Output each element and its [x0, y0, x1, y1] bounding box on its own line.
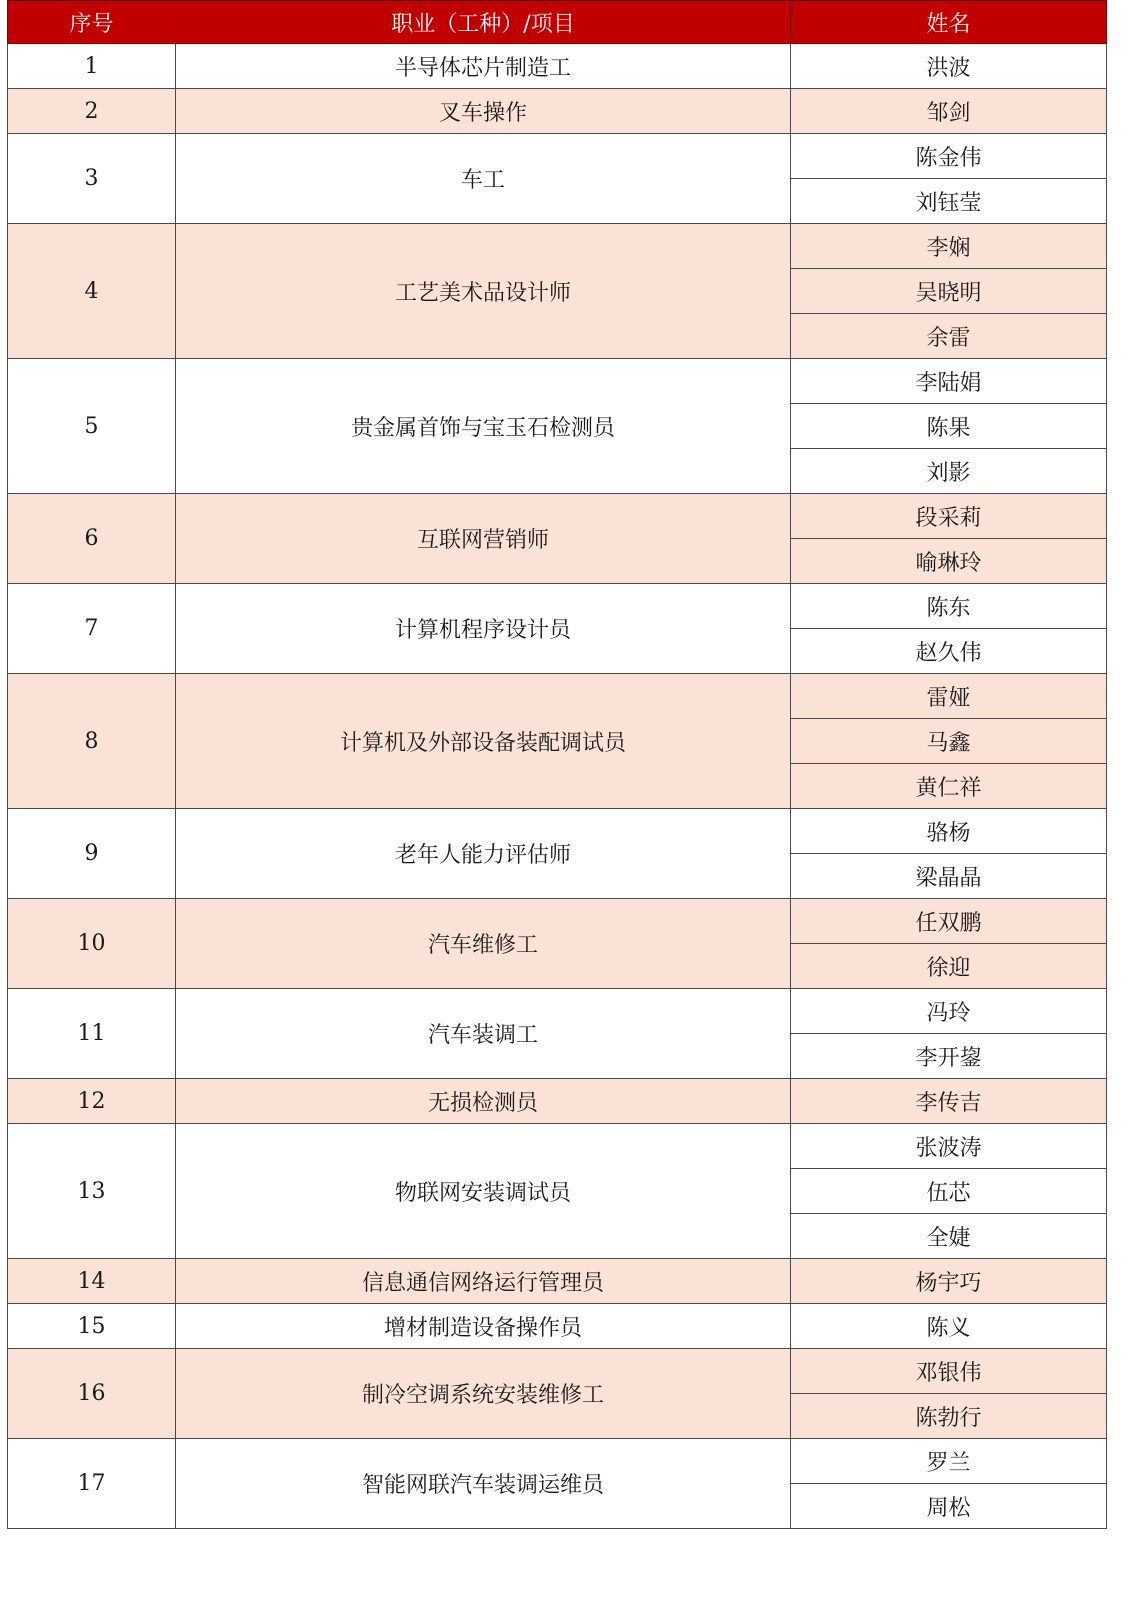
- cell-person-name: 陈金伟: [791, 134, 1107, 179]
- cell-person-name: 李陆娟: [791, 359, 1107, 404]
- cell-person-name: 周松: [791, 1484, 1107, 1529]
- cell-occupation: 汽车维修工: [176, 899, 791, 989]
- cell-serial-number: 9: [8, 809, 176, 899]
- cell-occupation: 计算机程序设计员: [176, 584, 791, 674]
- cell-serial-number: 16: [8, 1349, 176, 1439]
- table-row: [8, 1259, 1107, 1304]
- cell-occupation: 叉车操作: [176, 89, 791, 134]
- table-row: [8, 1124, 1107, 1169]
- cell-person-name: 骆杨: [791, 809, 1107, 854]
- cell-person-name: 全婕: [791, 1214, 1107, 1259]
- cell-occupation: 贵金属首饰与宝玉石检测员: [176, 359, 791, 494]
- cell-person-name: 李传吉: [791, 1079, 1107, 1124]
- cell-person-name: 陈勃行: [791, 1394, 1107, 1439]
- table-row: [8, 224, 1107, 269]
- cell-occupation: 工艺美术品设计师: [176, 224, 791, 359]
- cell-person-name: 任双鹏: [791, 899, 1107, 944]
- cell-serial-number: 5: [8, 359, 176, 494]
- cell-person-name: 黄仁祥: [791, 764, 1107, 809]
- table-row: [8, 1349, 1107, 1394]
- cell-occupation: 互联网营销师: [176, 494, 791, 584]
- table-row: [8, 359, 1107, 404]
- table-row: [8, 134, 1107, 179]
- cell-serial-number: 11: [8, 989, 176, 1079]
- cell-person-name: 刘钰莹: [791, 179, 1107, 224]
- table-body: [8, 44, 1107, 1529]
- cell-serial-number: 17: [8, 1439, 176, 1529]
- table-row: [8, 809, 1107, 854]
- cell-person-name: 余雷: [791, 314, 1107, 359]
- cell-occupation: 制冷空调系统安装维修工: [176, 1349, 791, 1439]
- cell-occupation: 车工: [176, 134, 791, 224]
- cell-occupation: 老年人能力评估师: [176, 809, 791, 899]
- cell-serial-number: 8: [8, 674, 176, 809]
- table-row: [8, 1439, 1107, 1484]
- cell-person-name: 邓银伟: [791, 1349, 1107, 1394]
- header-serial-number: 序号: [8, 1, 176, 44]
- table-row: [8, 1079, 1107, 1124]
- table-row: [8, 1304, 1107, 1349]
- cell-person-name: 陈东: [791, 584, 1107, 629]
- cell-person-name: 杨宇巧: [791, 1259, 1107, 1304]
- cell-occupation: 汽车装调工: [176, 989, 791, 1079]
- cell-person-name: 吴晓明: [791, 269, 1107, 314]
- cell-serial-number: 3: [8, 134, 176, 224]
- table-row: [8, 674, 1107, 719]
- header-occupation: 职业（工种）/项目: [176, 1, 791, 44]
- cell-person-name: 李开鋆: [791, 1034, 1107, 1079]
- cell-person-name: 段采莉: [791, 494, 1107, 539]
- cell-person-name: 梁晶晶: [791, 854, 1107, 899]
- cell-serial-number: 10: [8, 899, 176, 989]
- cell-occupation: 计算机及外部设备装配调试员: [176, 674, 791, 809]
- cell-occupation: 无损检测员: [176, 1079, 791, 1124]
- cell-person-name: 张波涛: [791, 1124, 1107, 1169]
- cell-person-name: 伍芯: [791, 1169, 1107, 1214]
- cell-person-name: 李娴: [791, 224, 1107, 269]
- table-row: [8, 494, 1107, 539]
- table-row: [8, 584, 1107, 629]
- cell-serial-number: 7: [8, 584, 176, 674]
- cell-person-name: 刘影: [791, 449, 1107, 494]
- header-name: 姓名: [791, 1, 1107, 44]
- cell-serial-number: 4: [8, 224, 176, 359]
- cell-occupation: 智能网联汽车装调运维员: [176, 1439, 791, 1529]
- cell-person-name: 雷娅: [791, 674, 1107, 719]
- cell-person-name: 冯玲: [791, 989, 1107, 1034]
- cell-person-name: 邹剑: [791, 89, 1107, 134]
- table-row: [8, 89, 1107, 134]
- cell-person-name: 马鑫: [791, 719, 1107, 764]
- cell-serial-number: 13: [8, 1124, 176, 1259]
- cell-serial-number: 14: [8, 1259, 176, 1304]
- cell-person-name: 陈义: [791, 1304, 1107, 1349]
- cell-person-name: 陈果: [791, 404, 1107, 449]
- cell-serial-number: 1: [8, 44, 176, 89]
- cell-person-name: 赵久伟: [791, 629, 1107, 674]
- cell-occupation: 信息通信网络运行管理员: [176, 1259, 791, 1304]
- cell-occupation: 物联网安装调试员: [176, 1124, 791, 1259]
- cell-serial-number: 6: [8, 494, 176, 584]
- cell-serial-number: 15: [8, 1304, 176, 1349]
- award-roster-table-wrapper: [7, 0, 1106, 1529]
- award-roster-table: [7, 0, 1107, 1529]
- cell-person-name: 洪波: [791, 44, 1107, 89]
- table-header-row: [8, 1, 1107, 44]
- cell-person-name: 徐迎: [791, 944, 1107, 989]
- cell-occupation: 半导体芯片制造工: [176, 44, 791, 89]
- cell-person-name: 喻琳玲: [791, 539, 1107, 584]
- table-row: [8, 899, 1107, 944]
- table-row: [8, 44, 1107, 89]
- cell-person-name: 罗兰: [791, 1439, 1107, 1484]
- cell-serial-number: 2: [8, 89, 176, 134]
- table-row: [8, 989, 1107, 1034]
- cell-serial-number: 12: [8, 1079, 176, 1124]
- cell-occupation: 增材制造设备操作员: [176, 1304, 791, 1349]
